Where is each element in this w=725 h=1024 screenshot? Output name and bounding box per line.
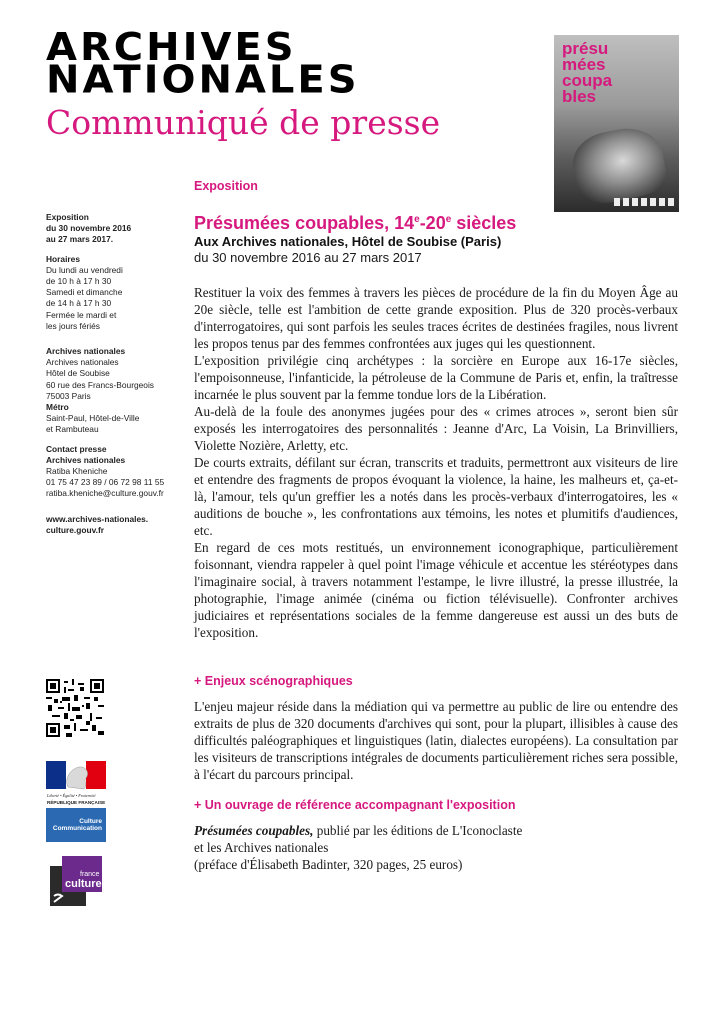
headline-sup: e — [414, 214, 420, 225]
venue-label: Archives nationales — [46, 346, 126, 357]
qr-code-icon — [46, 679, 104, 737]
archives-nationales-logo — [46, 26, 376, 102]
horaires-line: Fermée le mardi et — [46, 309, 117, 320]
paragraph: L'exposition privilégie cinq archétypes : la sorcière en Europe aux 16-17e siècles, l'empoisonneuse, l'infanticide, la pétroleuse de la Commune de Paris et, enfin, la traîtresse incarnée le plus souvent par la femme tondue lors de la Libération. — [194, 353, 678, 402]
contact-name: Ratiba Kheniche — [46, 466, 108, 477]
press-body — [194, 284, 678, 641]
page-title: Communiqué de presse — [46, 103, 441, 142]
headline-text: Présumées coupables, 14 — [194, 213, 415, 233]
republique-francaise-logo — [46, 761, 106, 811]
ministry-logo-text: Communication — [52, 825, 102, 832]
exhibition-dates: du 30 novembre 2016 au 27 mars 2017 — [194, 250, 422, 265]
poster-title-line: bles — [562, 87, 597, 106]
ministry-logo-text: Culture — [79, 818, 102, 825]
metro-line: Saint-Paul, Hôtel-de-Ville — [46, 413, 140, 424]
venue-line: 75003 Paris — [46, 390, 91, 401]
headline-text: siècles — [451, 213, 517, 233]
horaires-label: Horaires — [46, 253, 80, 264]
website-link[interactable]: www.archives-nationales. — [46, 513, 149, 524]
marianne-caption: RÉPUBLIQUE FRANÇAISE — [47, 800, 106, 805]
contact-label: Archives nationales — [46, 454, 126, 465]
headline-sup: e — [445, 214, 452, 225]
paragraph: En regard de ces mots restitués, un environnement iconographique, particulièrement foisonnant, viendra rappeler à quel point l'image véhicule et accentue les stéréotypes dans l'imaginaire social, à travers notamment l'estampe, le livre illustré, la presse illustrée, la photographie, l'image animée (cinéma ou fiction télévisuelle). Confronter archives judiciaires et représentations sociales de la femme dangereuse est aussi un des buts de l'exposition. — [194, 540, 678, 640]
section-body — [194, 698, 678, 783]
ministere-culture-logo — [46, 808, 106, 842]
horaires-line: de 14 h à 17 h 30 — [46, 298, 112, 309]
exposition-dates: au 27 mars 2017. — [46, 234, 114, 245]
horaires-line: Du lundi au vendredi — [46, 264, 123, 275]
book-line: et les Archives nationales — [194, 840, 329, 855]
headline — [194, 209, 678, 234]
horaires-line: les jours fériés — [46, 320, 100, 331]
poster-title-line: mées — [562, 55, 606, 74]
subheadline: Aux Archives nationales, Hôtel de Soubise (Paris) — [194, 234, 502, 249]
horaires-line: Samedi et dimanche — [46, 287, 123, 298]
brand-line-1: ARCHIVES — [46, 26, 297, 70]
france-culture-text: culture — [65, 878, 102, 890]
metro-line: et Rambuteau — [46, 424, 99, 435]
brand-line-2: NATIONALES — [46, 58, 360, 102]
france-culture-logo — [50, 856, 102, 906]
section-heading: + Enjeux scénographiques — [194, 674, 353, 688]
exposition-label: Exposition — [46, 212, 89, 222]
paragraph: De courts extraits, défilant sur écran, transcrits et traduits, permettront aux visiteurs de lire et entendre des fragments de propos évoquant la violence, la haine, les malheurs et, ça-et-là, l'amour, tels qu'un greffier les a notés dans les procès-verbaux d'interrogatoires, les « auditions de bouche », les confrontations aux témoins, les notes et plumitifs d'audiences, etc. — [194, 455, 678, 538]
book-line: (préface d'Élisabeth Badinter, 320 pages, 25 euros) — [194, 857, 463, 872]
horaires-line: de 10 h à 17 h 30 — [46, 276, 112, 287]
sidebar-info — [46, 212, 176, 536]
contact-label: Contact presse — [46, 443, 107, 454]
venue-line: Archives nationales — [46, 357, 119, 368]
venue-line: 60 rue des Francs-Bourgeois — [46, 379, 154, 390]
main-content — [194, 178, 678, 873]
section-kicker: Exposition — [194, 179, 258, 193]
paragraph: Au-delà de la foule des anonymes jugées pour des « crimes atroces », seront bien sûr exposés les interrogatoires des personnalités : Jeanne d'Arc, La Voisin, La Brinvilliers, Violette Nozière, Arletty, etc. — [194, 404, 678, 453]
poster-title — [562, 41, 652, 105]
metro-label: Métro — [46, 402, 69, 413]
venue-line: Hôtel de Soubise — [46, 368, 110, 379]
website-link[interactable]: culture.gouv.fr — [46, 524, 105, 535]
book-title: Présumées coupables, — [194, 823, 314, 838]
poster-title-line: coupa — [562, 71, 613, 90]
poster-title-line: présu — [562, 39, 609, 58]
exposition-dates: du 30 novembre 2016 — [46, 223, 132, 234]
paragraph: L'enjeu majeur réside dans la médiation qui va permettre au public de lire ou entendre des extraits de plus de 320 documents d'archives qui sont, pour la plupart, illisibles à cause des difficultés paléographiques et linguistiques (latin, dialectes européens). La consultation par les visiteurs de transcriptions intégrales de documents particulièrement riches sera possible, à l'écart du parcours principal. — [194, 699, 678, 782]
contact-phone: 01 75 47 23 89 / 06 72 98 11 55 — [46, 477, 165, 488]
book-info — [194, 822, 678, 873]
book-publisher: publié par les éditions de L'Iconoclaste — [313, 823, 523, 838]
section-heading: + Un ouvrage de référence accompagnant l'exposition — [194, 798, 516, 812]
marianne-caption: Liberté • Égalité • Fraternité — [47, 793, 96, 798]
france-culture-text: france — [80, 871, 100, 878]
contact-email[interactable]: ratiba.kheniche@culture.gouv.fr — [46, 488, 164, 499]
paragraph: Restituer la voix des femmes à travers les pièces de procédure de la fin du Moyen Âge au 20e siècle, telle est l'ambition de cette grande exposition. Plus de 320 procès-verbaux d'interrogatoires, qui sont parfois les seules traces écrites de destinées fragiles, nous livrent les propos tenus par des femmes confrontées aux juges qui les questionnent. — [194, 285, 678, 351]
headline-text: -20 — [419, 213, 446, 233]
